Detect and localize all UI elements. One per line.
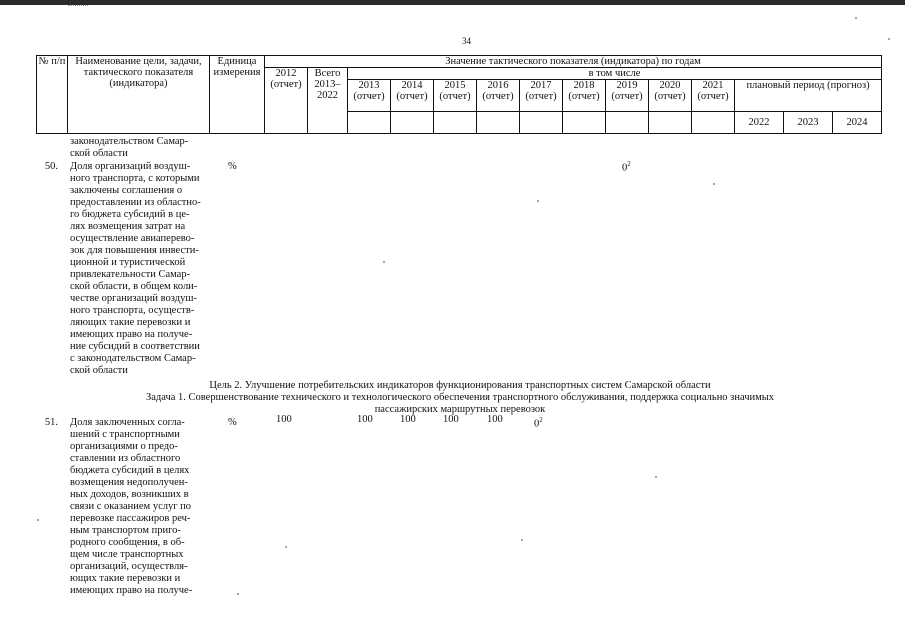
- indicator-table-header: [36, 55, 882, 134]
- row-text-line: предоставлении из областно-: [70, 197, 201, 208]
- scan-speck: [855, 17, 857, 19]
- row-51-value-2017: $0^2$: [534, 416, 543, 430]
- scan-speck: [285, 546, 287, 548]
- row-51-value-2014: 100: [400, 414, 416, 425]
- row-text-line: ного транспорта, с которыми: [70, 173, 200, 184]
- row-number: 51.: [44, 417, 58, 428]
- row-text-line: имеющих право на получе-: [70, 329, 193, 340]
- row-number: 50.: [44, 161, 58, 172]
- header-year-2017: 2017 (отчет): [520, 80, 563, 112]
- scan-speck: [37, 519, 39, 521]
- header-total: Всего 2013– 2022: [308, 68, 348, 134]
- scan-top-edge: [0, 0, 905, 5]
- row-text-line: ных доходов, возникших в: [70, 489, 189, 500]
- row-51-value-2013: 100: [357, 414, 373, 425]
- scan-speck: [537, 200, 539, 202]
- header-year-2016: 2016 (отчет): [477, 80, 520, 112]
- header-year-2021: 2021 (отчет): [692, 80, 735, 112]
- row-text-line: родного сообщения, в об-: [70, 537, 185, 548]
- row-text-line: ляющих такие перевозки и: [70, 317, 191, 328]
- task-1-title: Задача 1. Совершенствование технического и технологического обеспечения транспортного обслуживания, поддержка социально значимых пассажирских маршрутных перевозок: [145, 392, 775, 415]
- scan-speck: [237, 593, 239, 595]
- row-text-line: честве организаций воздуш-: [70, 293, 197, 304]
- header-year-2020: 2020 (отчет): [649, 80, 692, 112]
- row-text-line: бюджета субсидий в целях: [70, 465, 190, 476]
- header-year-2014: 2014 (отчет): [391, 80, 434, 112]
- row-text-line: заключены соглашения о: [70, 185, 183, 196]
- row-text-line: организациями о предо-: [70, 441, 178, 452]
- row-text-line: осуществление авиаперево-: [70, 233, 195, 244]
- row-text-51: [70, 417, 204, 597]
- header-plan-2023: 2023: [784, 112, 833, 134]
- row-text-line: ционной и туристической: [70, 257, 186, 268]
- row-text-line: возмещения недополучен-: [70, 477, 188, 488]
- header-year-2015: 2015 (отчет): [434, 80, 477, 112]
- row-text-line: привлекательности Самар-: [70, 269, 191, 280]
- header-including: в том числе: [348, 68, 882, 80]
- header-plan-2024: 2024: [833, 112, 882, 134]
- row-text-line: шений с транспортными: [70, 429, 180, 440]
- scan-speck: [713, 183, 715, 185]
- row-51-value-2012: 100: [276, 414, 292, 425]
- row-text-line: ние субсидий в соответствии: [70, 341, 200, 352]
- row-text-line: связи с оказанием услуг по: [70, 501, 192, 512]
- row-text-prev: законодательством Самар- ской области: [70, 136, 189, 159]
- scan-speck: [521, 539, 523, 541]
- header-plan-period: плановый период (прогноз): [735, 80, 882, 112]
- header-2012: 2012 (отчет): [265, 68, 308, 134]
- row-text-line: ской области, в общем коли-: [70, 281, 198, 292]
- row-unit: %: [228, 417, 237, 428]
- row-text-line: Доля заключенных согла-: [70, 417, 185, 428]
- header-plan-2022: 2022: [735, 112, 784, 134]
- header-num: № п/п: [37, 56, 68, 134]
- row-text-line: ного транспорта, осуществ-: [70, 305, 195, 316]
- goal-2-title: Цель 2. Улучшение потребительских индикаторов функционирования транспортных систем Самарской области: [209, 380, 711, 391]
- row-text-line: ным транспортом приго-: [70, 525, 181, 536]
- row-text-line: ставлении из областного: [70, 453, 181, 464]
- header-year-2019: 2019 (отчет): [606, 80, 649, 112]
- scan-speck: [655, 476, 657, 478]
- header-year-2013: 2013 (отчет): [348, 80, 391, 112]
- row-51-value-2015: 100: [443, 414, 459, 425]
- row-50-value: $0^2$: [622, 160, 631, 174]
- row-text-line: перевозке пассажиров реч-: [70, 513, 191, 524]
- page-number: 34: [462, 36, 471, 46]
- scan-artifact: [68, 5, 88, 9]
- row-text-line: ской области: [70, 365, 128, 376]
- row-text-line: лях возмещения затрат на: [70, 221, 186, 232]
- header-year-2018: 2018 (отчет): [563, 80, 606, 112]
- row-text-line: имеющих право на получе-: [70, 585, 193, 596]
- scan-speck: [888, 38, 890, 40]
- row-text-line: Доля организаций воздуш-: [70, 161, 191, 172]
- header-name: Наименование цели, задачи, тактического показателя (индикатора): [68, 56, 210, 134]
- row-text-50: [70, 161, 204, 377]
- row-text-line: го бюджета субсидий в це-: [70, 209, 190, 220]
- header-values: Значение тактического показателя (индикатора) по годам: [265, 56, 882, 68]
- row-text-line: ющих такие перевозки и: [70, 573, 181, 584]
- row-51-value-2016: 100: [487, 414, 503, 425]
- row-text-line: щем числе транспортных: [70, 549, 184, 560]
- row-text-line: организаций, осуществля-: [70, 561, 188, 572]
- row-unit: %: [228, 161, 237, 172]
- row-text-line: зок для повышения инвести-: [70, 245, 199, 256]
- header-unit: Единица измерения: [210, 56, 265, 134]
- scan-speck: [383, 261, 385, 263]
- row-text-line: с законодательством Самар-: [70, 353, 196, 364]
